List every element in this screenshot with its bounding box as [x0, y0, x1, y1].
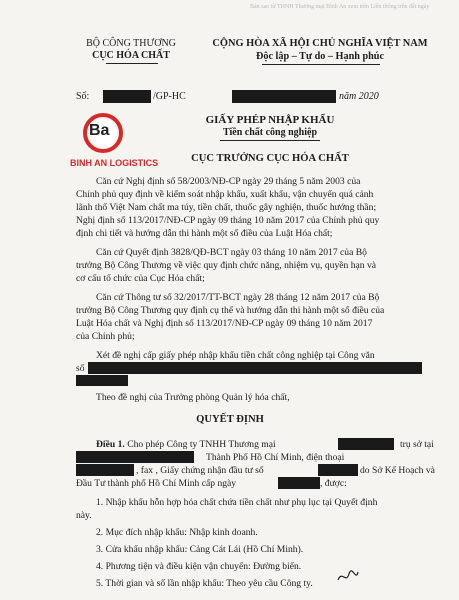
- article-1-line-1: [96, 439, 276, 450]
- title-underline: [220, 140, 320, 141]
- basis-1-line-3: lãnh thổ Việt Nam chất ma túy, tiền chất, thuốc gây nghiện, thuốc hướng thần;: [76, 202, 377, 213]
- item-4: 4. Phương tiện và điều kiện vận chuyển: Đường biển.: [96, 561, 302, 572]
- basis-2-line-2: trưởng Bộ Công Thương về việc quy định chức năng, nhiệm vụ, quyền hạn và: [76, 260, 377, 271]
- nation-name: CỘNG HÒA XÃ HỘI CHỦ NGHĨA VIỆT NAM: [212, 38, 428, 49]
- basis-1-line-1: Căn cứ Nghị định số 58/2003/NĐ-CP ngày 29 tháng 5 năm 2003 của: [96, 176, 361, 187]
- item-1-continuation: này.: [76, 510, 92, 521]
- item-2: 2. Mục đích nhập khẩu: Nhập kinh doanh.: [96, 527, 258, 538]
- article-1-line-4a: Đầu Tư thành phố Hồ Chí Minh cấp ngày: [76, 478, 237, 489]
- right-header-underline: [262, 64, 380, 65]
- article-1-line-4b: , được:: [320, 478, 347, 489]
- logo-company-name: BINH AN LOGISTICS: [70, 158, 159, 168]
- redacted-reference-line-2: [76, 375, 128, 386]
- basis-2-line-3: cơ cấu tổ chức của Cục Hóa chất;: [76, 273, 205, 284]
- date-suffix: năm 2020: [339, 91, 379, 102]
- basis-3-line-2: trưởng Bộ Công Thương quy định cụ thể và hướng dẫn thi hành một số điều của: [76, 305, 385, 316]
- issuer-heading: CỤC TRƯỞNG CỤC HÓA CHẤT: [191, 153, 349, 164]
- redacted-reference-line-1: [88, 362, 422, 374]
- doc-number-suffix: /GP-HC: [153, 91, 186, 102]
- article-1-label: Điều 1.: [96, 439, 125, 450]
- redacted-address: [76, 451, 194, 463]
- article-1-line-3a: , fax , Giấy chứng nhận đầu tư số: [136, 465, 264, 476]
- article-1-text: Cho phép Công ty TNHH Thương mại: [127, 439, 276, 450]
- basis-3-line-1: Căn cứ Thông tư số 32/2017/TT-BCT ngày 28 tháng 12 năm 2017 của Bộ: [96, 292, 380, 303]
- handwritten-initial: [336, 568, 360, 586]
- redacted-company-name: [338, 438, 394, 450]
- national-motto: Độc lập – Tự do – Hạnh phúc: [256, 51, 384, 62]
- redacted-doc-number: [103, 90, 151, 103]
- basis-4-line-2: số: [76, 363, 85, 374]
- basis-1-line-4: Nghị định số 113/2017/NĐ-CP ngày 09 tháng 10 năm 2017 của Chính phủ quy: [76, 215, 380, 226]
- basis-3-line-3: Luật Hóa chất và Nghị định số 113/2017/NĐ-CP ngày 09 tháng 10 năm 2017: [76, 318, 373, 329]
- doc-number-prefix: Số:: [76, 91, 90, 102]
- redacted-date: [232, 90, 336, 103]
- decision-heading: QUYẾT ĐỊNH: [196, 414, 264, 425]
- item-1: 1. Nhập khẩu hỗn hợp hóa chất chứa tiền chất như phụ lục tại Quyết định: [96, 497, 378, 508]
- article-1-line-2: Thành Phố Hồ Chí Minh, điện thoại: [206, 452, 345, 463]
- ministry-name: BỘ CÔNG THƯƠNG: [86, 38, 176, 49]
- basis-1-line-5: định chi tiết và hướng dẫn thi hành một số điều của Luật Hóa chất;: [76, 228, 333, 239]
- basis-4-line-1: Xét đề nghị cấp giấy phép nhập khẩu tiền chất công nghiệp tại Công văn: [96, 350, 375, 361]
- article-1-line-1b: trụ sở tại: [400, 439, 434, 450]
- left-header-underline: [106, 63, 158, 64]
- department-name: CỤC HÓA CHẤT: [92, 50, 170, 61]
- logo-letters: Ba: [89, 122, 110, 139]
- faint-header: Bản sao từ THNH Thương mại Bình An xem trên Liên thông trên đất ngày: [250, 4, 430, 10]
- basis-2-line-1: Căn cứ Quyết định 3828/QĐ-BCT ngày 03 tháng 10 năm 2017 của Bộ: [96, 247, 367, 258]
- basis-3-line-4: của Chính phủ;: [76, 331, 135, 342]
- redacted-phone: [76, 464, 134, 476]
- document-subtitle: Tiền chất công nghiệp: [223, 127, 317, 138]
- item-3: 3. Cửa khẩu nhập khẩu: Cảng Cát Lái (Hồ Chí Minh).: [96, 544, 304, 555]
- article-1-line-3b: do Sở Kế Hoạch và: [360, 465, 435, 476]
- redacted-investment-cert: [318, 464, 358, 476]
- document-title: GIẤY PHÉP NHẬP KHẨU: [205, 114, 335, 126]
- basis-1-line-2: Chính phủ quy định về kiểm soát nhập khẩu, xuất khẩu, vận chuyển quá cảnh: [76, 189, 374, 200]
- redacted-issue-date: [278, 477, 320, 489]
- basis-5-line-1: Theo đề nghị của Trưởng phòng Quản lý hóa chất,: [96, 392, 290, 403]
- item-5: 5. Thời gian và số lần nhập khẩu: Theo yêu cầu Công ty.: [96, 578, 313, 589]
